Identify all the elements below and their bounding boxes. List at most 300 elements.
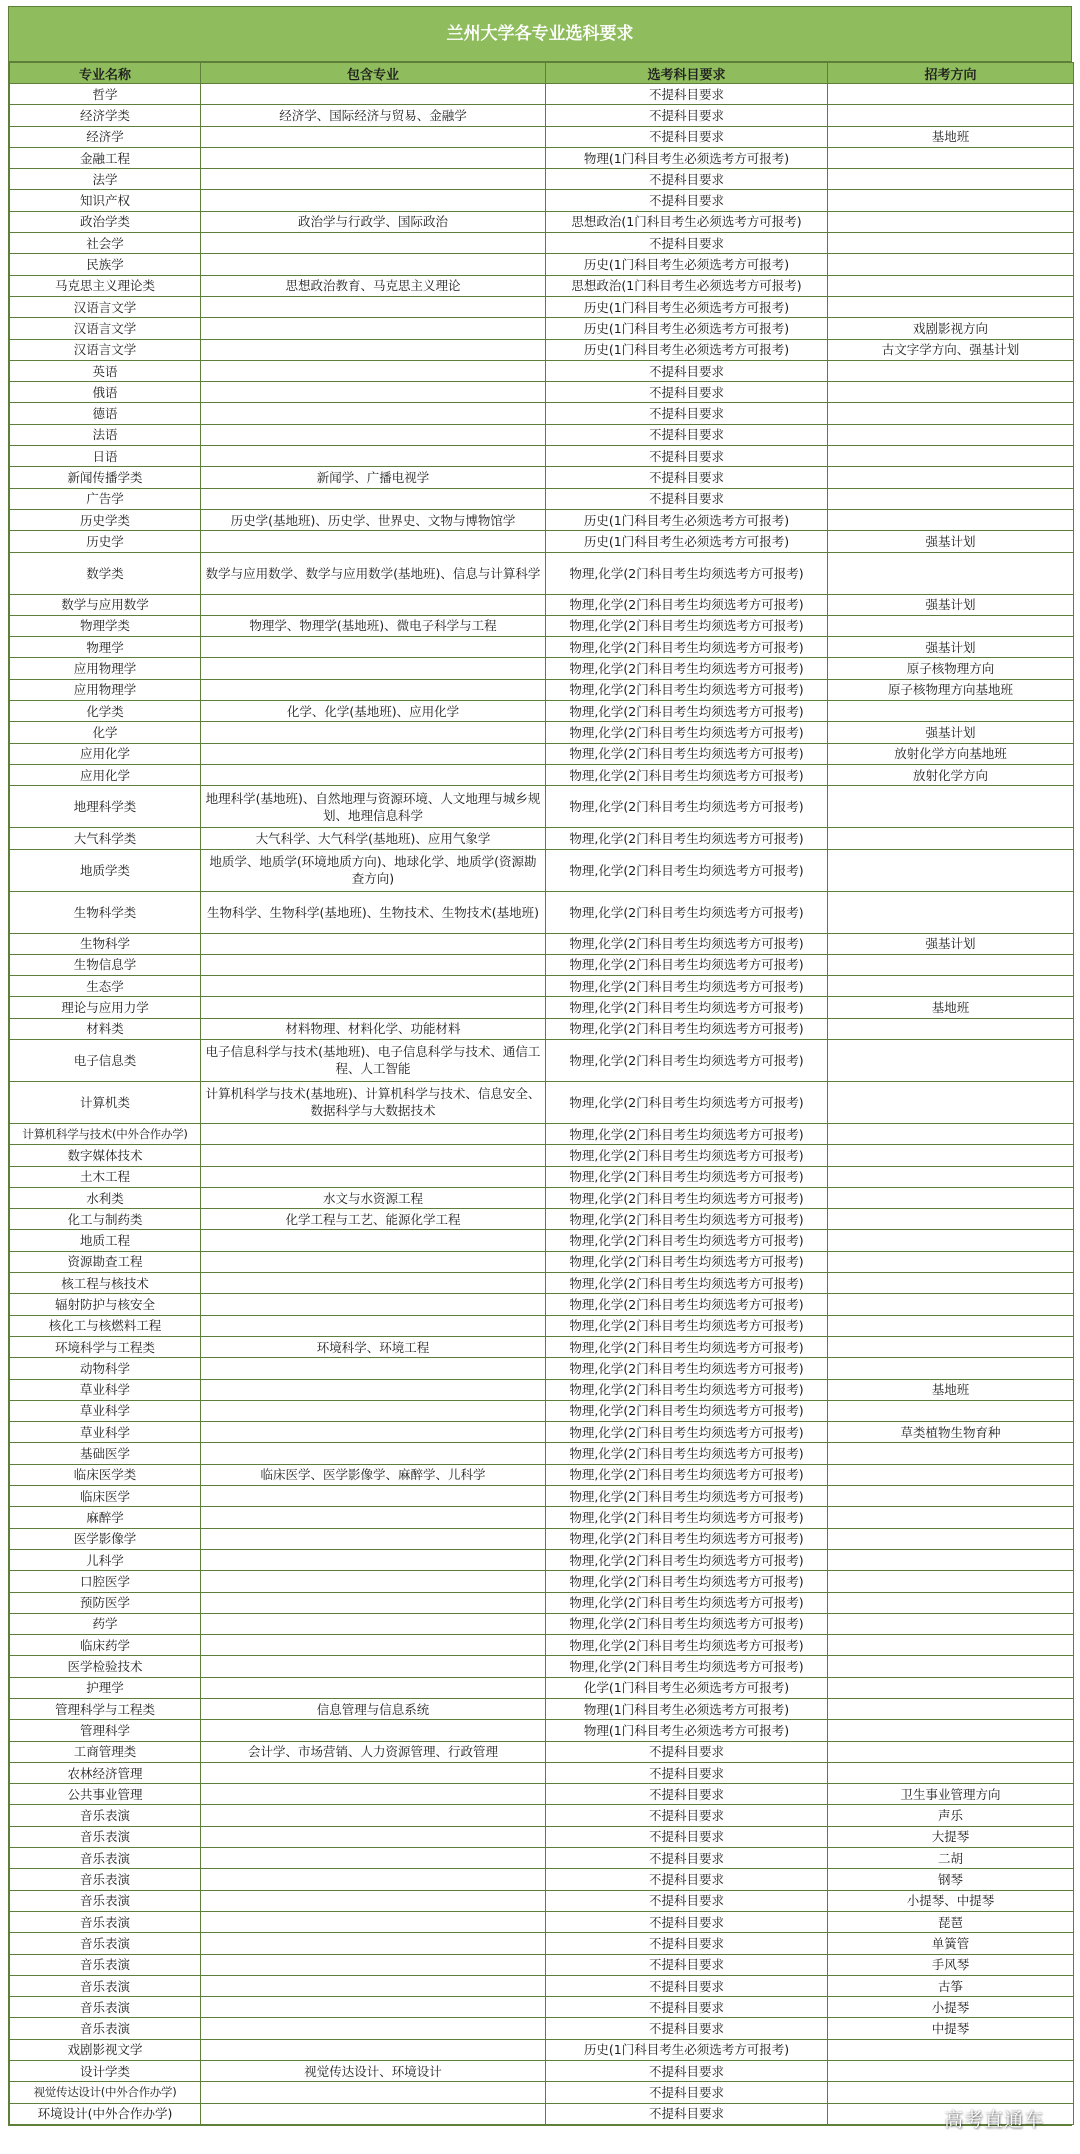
table-row <box>10 615 1074 636</box>
subject-requirement-cell: 物理,化学(2门科目考生均须选考方可报考) <box>546 828 828 849</box>
subject-requirement-cell: 不提科目要求 <box>546 1954 828 1975</box>
direction-cell: 草类植物生物育种 <box>828 1422 1074 1443</box>
major-name-cell: 广告学 <box>10 488 201 509</box>
major-name-cell: 应用物理学 <box>10 679 201 700</box>
subject-requirement-cell: 物理,化学(2门科目考生均须选考方可报考) <box>546 1635 828 1656</box>
table-row <box>10 509 1074 530</box>
included-majors-cell <box>201 1911 546 1932</box>
direction-cell <box>828 1656 1074 1677</box>
direction-cell <box>828 254 1074 275</box>
included-majors-cell <box>201 531 546 552</box>
included-majors-cell: 经济学、国际经济与贸易、金融学 <box>201 105 546 126</box>
table-row <box>10 2061 1074 2082</box>
table-row <box>10 1933 1074 1954</box>
subject-requirement-cell: 物理,化学(2门科目考生均须选考方可报考) <box>546 1400 828 1421</box>
table-row <box>10 233 1074 254</box>
subject-requirement-cell: 物理,化学(2门科目考生均须选考方可报考) <box>546 1464 828 1485</box>
subject-requirement-cell: 物理,化学(2门科目考生均须选考方可报考) <box>546 1336 828 1357</box>
major-name-cell: 经济学 <box>10 126 201 147</box>
included-majors-cell: 水文与水资源工程 <box>201 1187 546 1208</box>
direction-cell <box>828 1720 1074 1741</box>
included-majors-cell: 化学、化学(基地班)、应用化学 <box>201 701 546 722</box>
major-name-cell: 生物科学 <box>10 933 201 954</box>
direction-cell: 强基计划 <box>828 531 1074 552</box>
major-name-cell: 计算机类 <box>10 1081 201 1123</box>
major-name-cell: 音乐表演 <box>10 1848 201 1869</box>
direction-cell <box>828 1443 1074 1464</box>
included-majors-cell <box>201 403 546 424</box>
table-row <box>10 1273 1074 1294</box>
subject-requirement-cell: 不提科目要求 <box>546 446 828 467</box>
table-row <box>10 275 1074 296</box>
direction-cell <box>828 849 1074 891</box>
table-row <box>10 1656 1074 1677</box>
major-name-cell: 预防医学 <box>10 1592 201 1613</box>
subject-requirement-cell: 物理,化学(2门科目考生均须选考方可报考) <box>546 954 828 975</box>
included-majors-cell: 政治学与行政学、国际政治 <box>201 211 546 232</box>
column-header-direction: 招考方向 <box>828 63 1074 84</box>
subject-requirement-cell: 物理,化学(2门科目考生均须选考方可报考) <box>546 615 828 636</box>
direction-cell <box>828 1613 1074 1634</box>
included-majors-cell <box>201 1230 546 1251</box>
table-row <box>10 552 1074 594</box>
direction-cell: 放射化学方向基地班 <box>828 743 1074 764</box>
major-name-cell: 生物科学类 <box>10 891 201 933</box>
major-name-cell: 草业科学 <box>10 1400 201 1421</box>
major-name-cell: 生物信息学 <box>10 954 201 975</box>
table-row <box>10 254 1074 275</box>
direction-cell <box>828 1358 1074 1379</box>
table-row <box>10 1826 1074 1847</box>
subject-requirement-cell: 物理,化学(2门科目考生均须选考方可报考) <box>546 1145 828 1166</box>
table-row <box>10 1699 1074 1720</box>
table-row <box>10 424 1074 445</box>
direction-cell <box>828 147 1074 168</box>
direction-cell <box>828 2039 1074 2060</box>
major-name-cell: 音乐表演 <box>10 1869 201 1890</box>
included-majors-cell: 化学工程与工艺、能源化学工程 <box>201 1209 546 1230</box>
subject-requirement-cell: 物理,化学(2门科目考生均须选考方可报考) <box>546 1081 828 1123</box>
subject-requirement-cell: 不提科目要求 <box>546 233 828 254</box>
included-majors-cell: 信息管理与信息系统 <box>201 1699 546 1720</box>
direction-cell: 钢琴 <box>828 1869 1074 1890</box>
included-majors-cell <box>201 658 546 679</box>
direction-cell <box>828 1549 1074 1570</box>
included-majors-cell: 电子信息科学与技术(基地班)、电子信息科学与技术、通信工程、人工智能 <box>201 1039 546 1081</box>
included-majors-cell <box>201 2082 546 2103</box>
included-majors-cell <box>201 679 546 700</box>
table-row <box>10 2018 1074 2039</box>
column-header-subjects: 选考科目要求 <box>546 63 828 84</box>
subject-requirement-cell: 不提科目要求 <box>546 105 828 126</box>
subject-requirement-cell: 不提科目要求 <box>546 84 828 105</box>
included-majors-cell: 计算机科学与技术(基地班)、计算机科学与技术、信息安全、数据科学与大数据技术 <box>201 1081 546 1123</box>
major-name-cell: 民族学 <box>10 254 201 275</box>
major-name-cell: 知识产权 <box>10 190 201 211</box>
included-majors-cell <box>201 84 546 105</box>
major-name-cell: 临床医学类 <box>10 1464 201 1485</box>
table-row <box>10 954 1074 975</box>
table-row <box>10 1315 1074 1336</box>
table-row <box>10 1379 1074 1400</box>
major-name-cell: 材料类 <box>10 1018 201 1039</box>
direction-cell <box>828 1187 1074 1208</box>
major-name-cell: 汉语言文学 <box>10 296 201 317</box>
direction-cell <box>828 701 1074 722</box>
table-row <box>10 211 1074 232</box>
table-row <box>10 933 1074 954</box>
major-name-cell: 地质工程 <box>10 1230 201 1251</box>
table-row <box>10 147 1074 168</box>
subject-requirement-cell: 不提科目要求 <box>546 424 828 445</box>
subject-requirement-cell: 物理,化学(2门科目考生均须选考方可报考) <box>546 764 828 785</box>
subject-requirement-cell: 物理(1门科目考生必须选考方可报考) <box>546 147 828 168</box>
included-majors-cell <box>201 722 546 743</box>
table-row <box>10 786 1074 828</box>
direction-cell <box>828 786 1074 828</box>
table-row <box>10 2103 1074 2124</box>
subject-requirement-cell: 物理,化学(2门科目考生均须选考方可报考) <box>546 552 828 594</box>
major-name-cell: 新闻传播学类 <box>10 467 201 488</box>
subject-requirement-cell: 物理,化学(2门科目考生均须选考方可报考) <box>546 976 828 997</box>
included-majors-cell: 环境科学、环境工程 <box>201 1336 546 1357</box>
subject-requirement-cell: 物理,化学(2门科目考生均须选考方可报考) <box>546 1187 828 1208</box>
direction-cell: 小提琴 <box>828 1997 1074 2018</box>
major-name-cell: 设计学类 <box>10 2061 201 2082</box>
included-majors-cell <box>201 1890 546 1911</box>
included-majors-cell <box>201 933 546 954</box>
included-majors-cell: 会计学、市场营销、人力资源管理、行政管理 <box>201 1741 546 1762</box>
included-majors-cell <box>201 1720 546 1741</box>
table-row <box>10 997 1074 1018</box>
included-majors-cell <box>201 1933 546 1954</box>
direction-cell: 卫生事业管理方向 <box>828 1784 1074 1805</box>
major-name-cell: 视觉传达设计(中外合作办学) <box>10 2082 201 2103</box>
direction-cell <box>828 891 1074 933</box>
direction-cell <box>828 1039 1074 1081</box>
subject-requirement-cell: 物理,化学(2门科目考生均须选考方可报考) <box>546 1528 828 1549</box>
subject-requirement-cell: 物理,化学(2门科目考生均须选考方可报考) <box>546 594 828 615</box>
direction-cell <box>828 1741 1074 1762</box>
major-name-cell: 社会学 <box>10 233 201 254</box>
included-majors-cell: 大气科学、大气科学(基地班)、应用气象学 <box>201 828 546 849</box>
included-majors-cell <box>201 1592 546 1613</box>
major-name-cell: 经济学类 <box>10 105 201 126</box>
table-row <box>10 1230 1074 1251</box>
major-name-cell: 药学 <box>10 1613 201 1634</box>
direction-cell: 大提琴 <box>828 1826 1074 1847</box>
table-row <box>10 1677 1074 1698</box>
subject-requirement-cell: 不提科目要求 <box>546 1826 828 1847</box>
table-row <box>10 1081 1074 1123</box>
table-row <box>10 1358 1074 1379</box>
table-row <box>10 1145 1074 1166</box>
included-majors-cell <box>201 339 546 360</box>
major-name-cell: 工商管理类 <box>10 1741 201 1762</box>
major-name-cell: 化学 <box>10 722 201 743</box>
major-name-cell: 俄语 <box>10 382 201 403</box>
direction-cell <box>828 2082 1074 2103</box>
direction-cell <box>828 1507 1074 1528</box>
requirements-sheet <box>8 6 1072 2126</box>
direction-cell <box>828 1145 1074 1166</box>
included-majors-cell <box>201 318 546 339</box>
included-majors-cell <box>201 976 546 997</box>
major-name-cell: 临床医学 <box>10 1486 201 1507</box>
table-row <box>10 1528 1074 1549</box>
included-majors-cell <box>201 1635 546 1656</box>
subject-requirement-cell: 物理,化学(2门科目考生均须选考方可报考) <box>546 1230 828 1251</box>
included-majors-cell <box>201 1826 546 1847</box>
table-row <box>10 1400 1074 1421</box>
direction-cell <box>828 446 1074 467</box>
subject-requirement-cell: 物理,化学(2门科目考生均须选考方可报考) <box>546 679 828 700</box>
subject-requirement-cell: 物理,化学(2门科目考生均须选考方可报考) <box>546 1549 828 1570</box>
included-majors-cell <box>201 1166 546 1187</box>
table-row <box>10 1890 1074 1911</box>
included-majors-cell <box>201 2103 546 2124</box>
major-name-cell: 戏剧影视文学 <box>10 2039 201 2060</box>
table-row <box>10 126 1074 147</box>
direction-cell <box>828 1571 1074 1592</box>
table-row <box>10 1911 1074 1932</box>
included-majors-cell <box>201 1273 546 1294</box>
major-name-cell: 音乐表演 <box>10 1805 201 1826</box>
table-row <box>10 1464 1074 1485</box>
major-name-cell: 动物科学 <box>10 1358 201 1379</box>
table-row <box>10 360 1074 381</box>
subject-requirement-cell: 物理,化学(2门科目考生均须选考方可报考) <box>546 1592 828 1613</box>
subject-requirement-cell: 物理,化学(2门科目考生均须选考方可报考) <box>546 1379 828 1400</box>
subject-requirement-cell: 不提科目要求 <box>546 1997 828 2018</box>
table-row <box>10 743 1074 764</box>
direction-cell <box>828 552 1074 594</box>
major-name-cell: 音乐表演 <box>10 1997 201 2018</box>
included-majors-cell <box>201 1422 546 1443</box>
direction-cell: 琵琶 <box>828 1911 1074 1932</box>
direction-cell <box>828 190 1074 211</box>
subject-requirement-cell: 物理,化学(2门科目考生均须选考方可报考) <box>546 1422 828 1443</box>
major-name-cell: 音乐表演 <box>10 2018 201 2039</box>
table-row <box>10 467 1074 488</box>
subject-requirement-cell: 不提科目要求 <box>546 360 828 381</box>
major-name-cell: 日语 <box>10 446 201 467</box>
included-majors-cell <box>201 1997 546 2018</box>
watermark: 高考直通车 <box>944 2109 1045 2131</box>
included-majors-cell <box>201 424 546 445</box>
included-majors-cell <box>201 1486 546 1507</box>
direction-cell <box>828 828 1074 849</box>
subject-requirement-cell: 物理,化学(2门科目考生均须选考方可报考) <box>546 1018 828 1039</box>
major-name-cell: 理论与应用力学 <box>10 997 201 1018</box>
direction-cell <box>828 296 1074 317</box>
table-row <box>10 1166 1074 1187</box>
subject-requirement-cell: 物理,化学(2门科目考生均须选考方可报考) <box>546 933 828 954</box>
table-row <box>10 1741 1074 1762</box>
table-row <box>10 891 1074 933</box>
direction-cell <box>828 1336 1074 1357</box>
direction-cell <box>828 424 1074 445</box>
table-row <box>10 637 1074 658</box>
subject-requirement-cell: 不提科目要求 <box>546 126 828 147</box>
direction-cell: 手风琴 <box>828 1954 1074 1975</box>
subject-requirement-cell: 不提科目要求 <box>546 190 828 211</box>
table-row <box>10 722 1074 743</box>
direction-cell <box>828 84 1074 105</box>
major-name-cell: 土木工程 <box>10 1166 201 1187</box>
included-majors-cell: 地质学、地质学(环境地质方向)、地球化学、地质学(资源勘查方向) <box>201 849 546 891</box>
direction-cell: 二胡 <box>828 1848 1074 1869</box>
subject-requirement-cell: 不提科目要求 <box>546 1890 828 1911</box>
table-row <box>10 169 1074 190</box>
direction-cell <box>828 1677 1074 1698</box>
table-row <box>10 1975 1074 1996</box>
major-name-cell: 农林经济管理 <box>10 1762 201 1783</box>
direction-cell <box>828 1018 1074 1039</box>
major-name-cell: 音乐表演 <box>10 1826 201 1847</box>
table-row <box>10 1507 1074 1528</box>
included-majors-cell: 新闻学、广播电视学 <box>201 467 546 488</box>
major-name-cell: 法语 <box>10 424 201 445</box>
direction-cell <box>828 615 1074 636</box>
subject-requirement-cell: 不提科目要求 <box>546 2018 828 2039</box>
direction-cell <box>828 1635 1074 1656</box>
table-row <box>10 2082 1074 2103</box>
major-name-cell: 法学 <box>10 169 201 190</box>
table-row <box>10 1443 1074 1464</box>
subject-requirement-cell: 物理,化学(2门科目考生均须选考方可报考) <box>546 1507 828 1528</box>
direction-cell <box>828 1166 1074 1187</box>
included-majors-cell <box>201 190 546 211</box>
table-row <box>10 382 1074 403</box>
subject-requirement-cell: 不提科目要求 <box>546 2061 828 2082</box>
included-majors-cell <box>201 126 546 147</box>
table-row <box>10 1018 1074 1039</box>
major-name-cell: 金融工程 <box>10 147 201 168</box>
included-majors-cell <box>201 1549 546 1570</box>
major-name-cell: 历史学类 <box>10 509 201 530</box>
major-name-cell: 汉语言文学 <box>10 339 201 360</box>
direction-cell <box>828 1486 1074 1507</box>
major-name-cell: 护理学 <box>10 1677 201 1698</box>
included-majors-cell: 数学与应用数学、数学与应用数学(基地班)、信息与计算科学 <box>201 552 546 594</box>
table-row <box>10 1784 1074 1805</box>
included-majors-cell: 历史学(基地班)、历史学、世界史、文物与博物馆学 <box>201 509 546 530</box>
major-name-cell: 历史学 <box>10 531 201 552</box>
direction-cell: 强基计划 <box>828 637 1074 658</box>
direction-cell <box>828 467 1074 488</box>
subject-requirement-cell: 不提科目要求 <box>546 403 828 424</box>
subject-requirement-cell: 不提科目要求 <box>546 488 828 509</box>
table-row <box>10 84 1074 105</box>
major-name-cell: 环境设计(中外合作办学) <box>10 2103 201 2124</box>
major-name-cell: 公共事业管理 <box>10 1784 201 1805</box>
major-name-cell: 化工与制药类 <box>10 1209 201 1230</box>
direction-cell <box>828 1464 1074 1485</box>
major-name-cell: 环境科学与工程类 <box>10 1336 201 1357</box>
included-majors-cell <box>201 1656 546 1677</box>
major-name-cell: 应用物理学 <box>10 658 201 679</box>
major-name-cell: 化学类 <box>10 701 201 722</box>
subject-requirement-cell: 历史(1门科目考生必须选考方可报考) <box>546 296 828 317</box>
subject-requirement-cell: 不提科目要求 <box>546 1784 828 1805</box>
major-name-cell: 音乐表演 <box>10 1890 201 1911</box>
major-name-cell: 临床药学 <box>10 1635 201 1656</box>
major-name-cell: 麻醉学 <box>10 1507 201 1528</box>
direction-cell: 基地班 <box>828 997 1074 1018</box>
direction-cell: 强基计划 <box>828 594 1074 615</box>
table-row <box>10 1869 1074 1890</box>
table-row <box>10 105 1074 126</box>
major-name-cell: 医学影像学 <box>10 1528 201 1549</box>
included-majors-cell: 材料物理、材料化学、功能材料 <box>201 1018 546 1039</box>
major-name-cell: 草业科学 <box>10 1379 201 1400</box>
included-majors-cell <box>201 1805 546 1826</box>
table-row <box>10 296 1074 317</box>
major-name-cell: 管理科学 <box>10 1720 201 1741</box>
included-majors-cell <box>201 2039 546 2060</box>
direction-cell: 原子核物理方向 <box>828 658 1074 679</box>
direction-cell <box>828 275 1074 296</box>
direction-cell <box>828 509 1074 530</box>
table-row <box>10 1720 1074 1741</box>
major-name-cell: 物理学 <box>10 637 201 658</box>
table-row <box>10 190 1074 211</box>
direction-cell: 小提琴、中提琴 <box>828 1890 1074 1911</box>
column-header-major: 专业名称 <box>10 63 201 84</box>
major-name-cell: 汉语言文学 <box>10 318 201 339</box>
direction-cell: 基地班 <box>828 1379 1074 1400</box>
table-row <box>10 403 1074 424</box>
subject-requirement-cell: 历史(1门科目考生必须选考方可报考) <box>546 254 828 275</box>
included-majors-cell <box>201 1848 546 1869</box>
subject-requirement-cell: 物理,化学(2门科目考生均须选考方可报考) <box>546 891 828 933</box>
major-name-cell: 物理学类 <box>10 615 201 636</box>
subject-requirement-cell: 不提科目要求 <box>546 467 828 488</box>
table-row <box>10 488 1074 509</box>
major-name-cell: 音乐表演 <box>10 1933 201 1954</box>
included-majors-cell <box>201 1571 546 1592</box>
table-row <box>10 1486 1074 1507</box>
included-majors-cell <box>201 1869 546 1890</box>
subject-requirement-cell: 物理,化学(2门科目考生均须选考方可报考) <box>546 1315 828 1336</box>
table-row <box>10 1571 1074 1592</box>
direction-cell: 声乐 <box>828 1805 1074 1826</box>
table-row <box>10 1422 1074 1443</box>
table-row <box>10 2039 1074 2060</box>
major-name-cell: 应用化学 <box>10 743 201 764</box>
direction-cell <box>828 1081 1074 1123</box>
table-row <box>10 1549 1074 1570</box>
table-row <box>10 446 1074 467</box>
direction-cell <box>828 1528 1074 1549</box>
major-name-cell: 生态学 <box>10 976 201 997</box>
subject-requirement-cell: 不提科目要求 <box>546 2082 828 2103</box>
subject-requirement-cell: 物理,化学(2门科目考生均须选考方可报考) <box>546 1443 828 1464</box>
table-row <box>10 679 1074 700</box>
direction-cell <box>828 1209 1074 1230</box>
table-body <box>10 84 1074 2125</box>
subject-requirement-cell: 不提科目要求 <box>546 2103 828 2124</box>
subject-requirement-cell: 物理,化学(2门科目考生均须选考方可报考) <box>546 743 828 764</box>
included-majors-cell <box>201 1954 546 1975</box>
included-majors-cell <box>201 954 546 975</box>
table-row <box>10 1187 1074 1208</box>
subject-requirement-cell: 不提科目要求 <box>546 1911 828 1932</box>
subject-requirement-cell: 物理,化学(2门科目考生均须选考方可报考) <box>546 722 828 743</box>
table-row <box>10 828 1074 849</box>
direction-cell <box>828 1699 1074 1720</box>
